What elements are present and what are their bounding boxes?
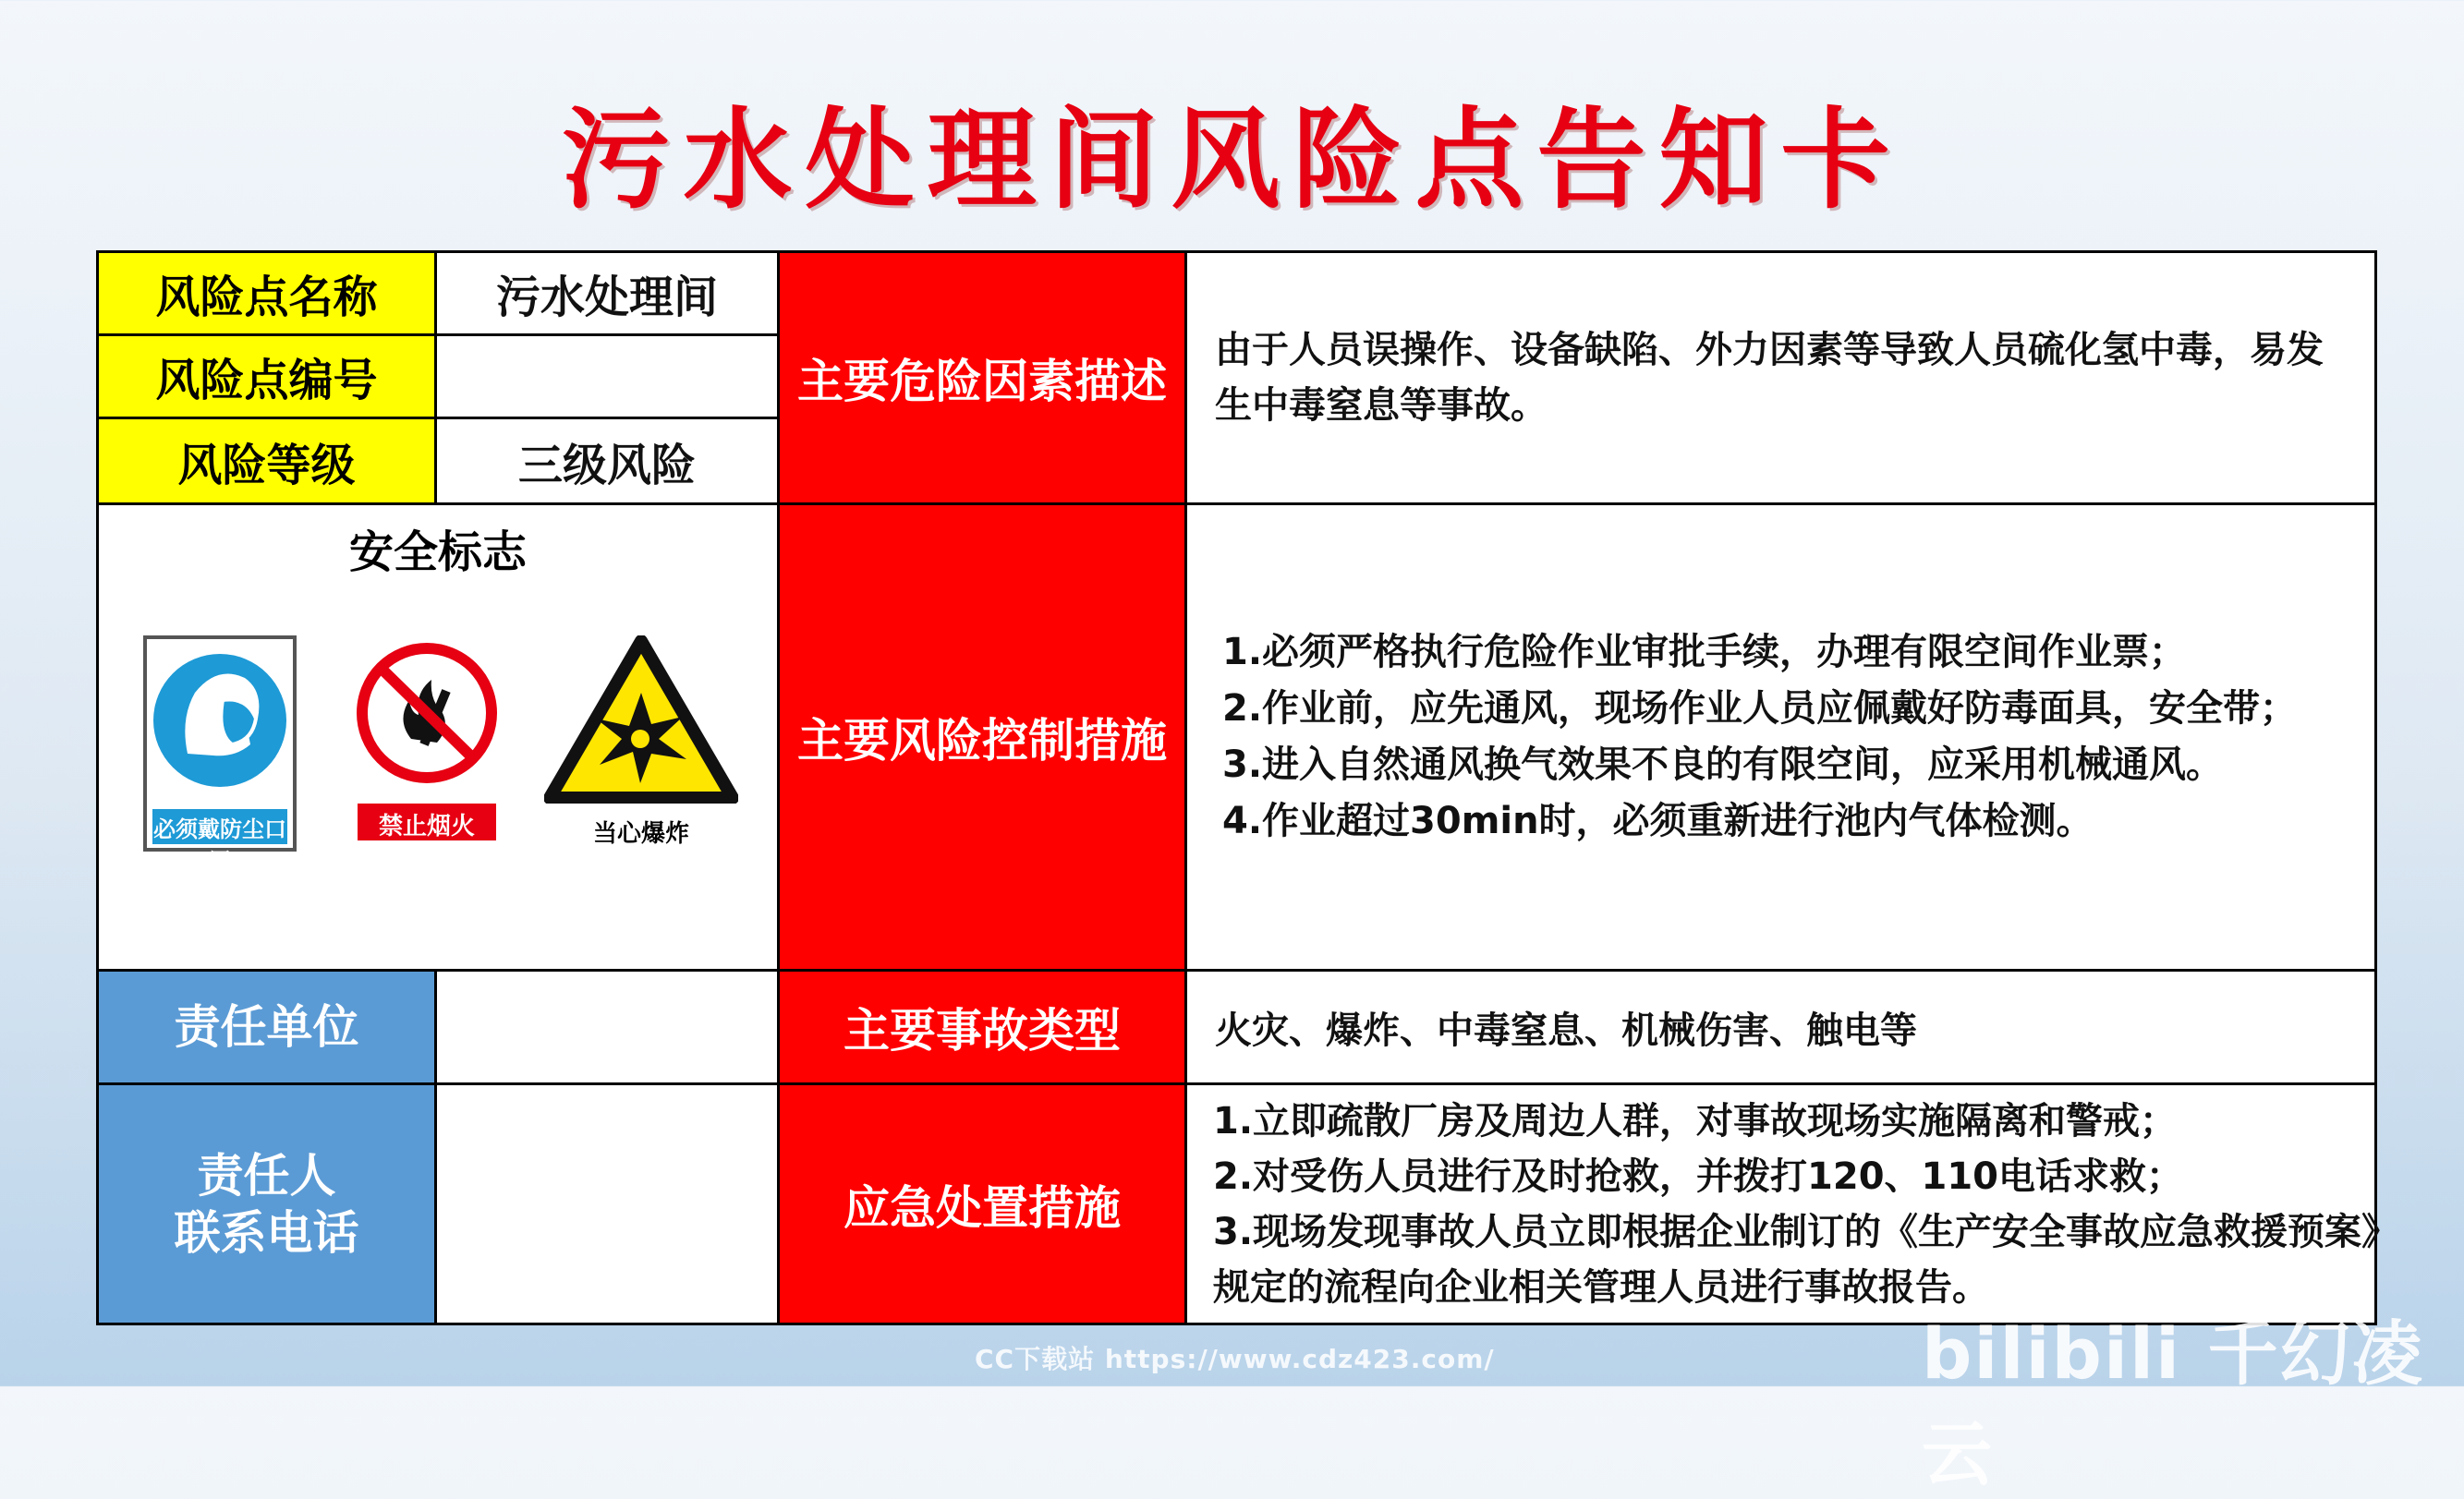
safety-signs-title: 安全标志 xyxy=(348,526,527,578)
emergency-item: 3.现场发现事故人员立即根据企业制订的《生产安全事故应急救援预案》 xyxy=(1213,1210,2399,1253)
site-watermark: CC下载站 https://www.cdz423.com/ xyxy=(975,1344,1495,1374)
emergency-item: 规定的流程向企业相关管理人员进行事故报告。 xyxy=(1213,1265,1989,1309)
safety-signs-row xyxy=(99,580,777,885)
emergency-measures xyxy=(1186,1084,2399,1324)
sign-explosion xyxy=(544,635,738,849)
responsible-person-value xyxy=(436,1084,779,1324)
sign-caption-dust-mask: 必须戴防尘口罩 xyxy=(153,816,286,875)
risk-code-value xyxy=(436,335,779,418)
sign-caption-no-fire: 禁止烟火 xyxy=(378,813,475,840)
risk-code-label: 风险点编号 xyxy=(98,335,436,418)
control-item: 2.作业前，应先通风，现场作业人员应佩戴好防毒面具，安全带； xyxy=(1222,687,2298,730)
accident-type-value: 火灾、爆炸、中毒窒息、机械伤害、触电等 xyxy=(1186,971,2376,1084)
responsible-person-label-line2: 联系电话 xyxy=(174,1205,359,1260)
brand-watermark: bilibili 千幻凌云 xyxy=(1922,1312,2424,1495)
page-title: 污水处理间风险点告知卡 xyxy=(561,96,1903,224)
hazard-label: 主要危险因素描述 xyxy=(779,252,1186,504)
emergency-item: 2.对受伤人员进行及时抢救，并拨打120、110电话求救； xyxy=(1213,1154,2184,1198)
responsible-unit-label: 责任单位 xyxy=(98,971,436,1084)
emergency-label: 应急处置措施 xyxy=(779,1084,1186,1324)
control-item: 3.进入自然通风换气效果不良的有限空间，应采用机械通风。 xyxy=(1222,743,2224,786)
control-measures xyxy=(1186,504,2376,971)
risk-name-label: 风险点名称 xyxy=(98,252,436,335)
risk-card-table xyxy=(96,250,2399,1325)
accident-type-label: 主要事故类型 xyxy=(779,971,1186,1084)
sign-dust-mask xyxy=(143,635,297,875)
emergency-item: 1.立即疏散厂房及周边人群，对事故现场实施隔离和警戒； xyxy=(1213,1099,2178,1142)
safety-signs-panel xyxy=(98,504,779,971)
responsible-person-label xyxy=(98,1084,436,1324)
control-item: 4.作业超过30min时，必须重新进行池内气体检测。 xyxy=(1222,800,2094,842)
sign-caption-explosion: 当心爆炸 xyxy=(592,820,689,848)
risk-level-label: 风险等级 xyxy=(98,418,436,504)
hazard-description: 由于人员误操作、设备缺陷、外力因素等导致人员硫化氢中毒，易发生中毒窒息等事故。 xyxy=(1186,252,2376,504)
risk-level-value: 三级风险 xyxy=(436,418,779,504)
control-item: 1.必须严格执行危险作业审批手续，办理有限空间作业票； xyxy=(1222,631,2187,673)
responsible-unit-value xyxy=(436,971,779,1084)
control-label: 主要风险控制措施 xyxy=(779,504,1186,971)
responsible-person-label-line1: 责任人 xyxy=(197,1148,336,1203)
sign-no-fire xyxy=(354,635,500,852)
explosion-warning-icon xyxy=(544,635,738,804)
risk-name-value: 污水处理间 xyxy=(436,252,779,335)
